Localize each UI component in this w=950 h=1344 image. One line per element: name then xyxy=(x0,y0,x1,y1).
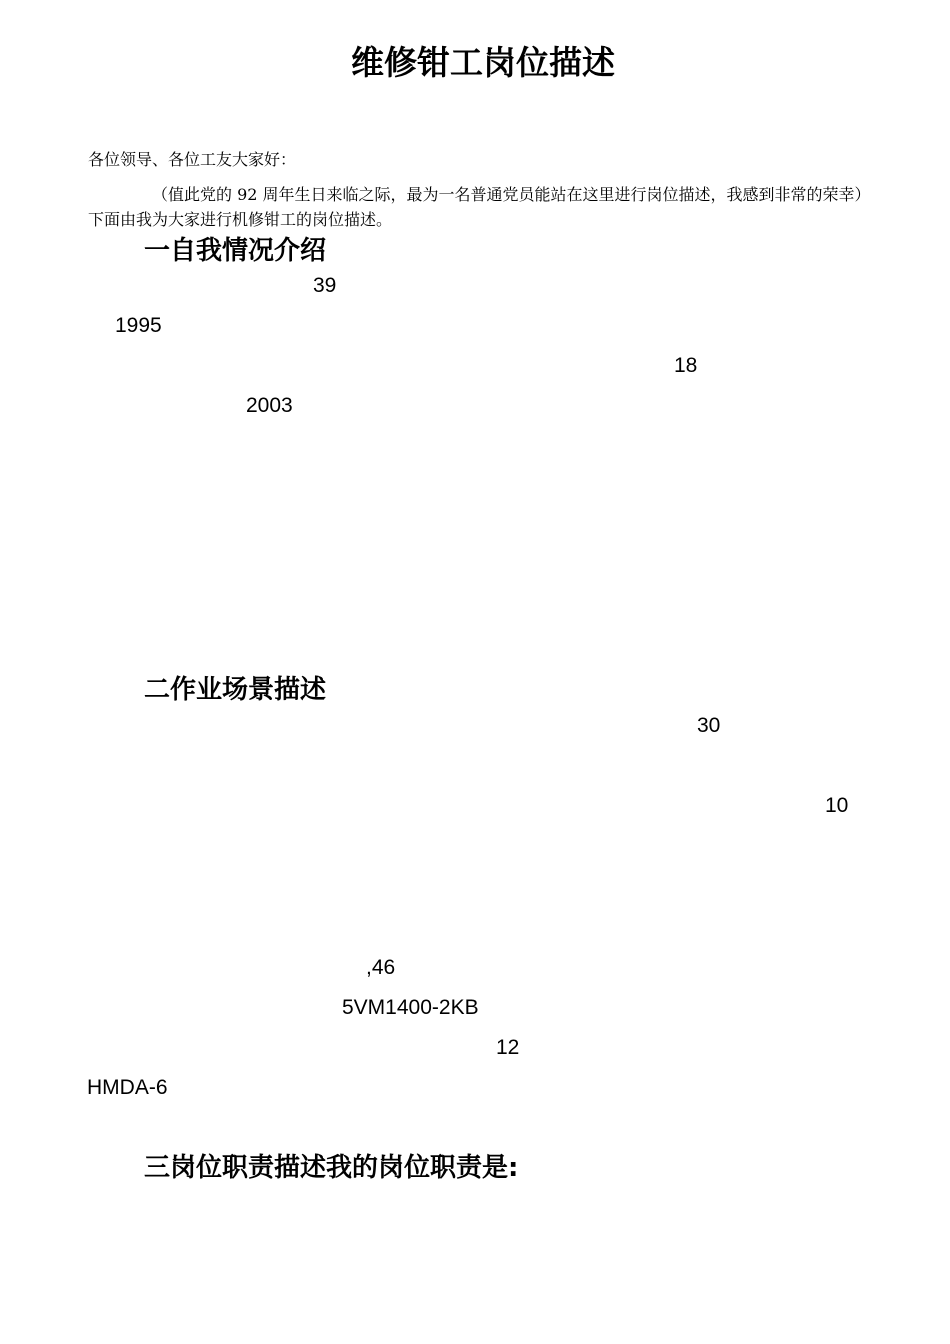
intro-text: （值此党的 92 周年生日来临之际，最为一名普通党员能站在这里进行岗位描述，我感到非常的荣幸）下面由我为大家进行机修钳工的岗位描述。 xyxy=(88,185,863,229)
work-scene-fragment: HMDA-6 xyxy=(87,1076,168,1099)
self-intro-fragment: 39 xyxy=(313,274,337,297)
section-heading-self-intro: 一自我情况介绍 xyxy=(144,236,327,266)
self-intro-fragment: 1995 xyxy=(115,314,162,337)
work-scene-fragment: 5VM1400-2KB xyxy=(342,996,479,1019)
work-scene-fragment: 30 xyxy=(697,714,721,737)
section-heading-duties: 三岗位职责描述我的岗位职责是: xyxy=(144,1153,519,1183)
document-title: 维修钳工岗位描述 xyxy=(351,43,615,82)
work-scene-fragment: 12 xyxy=(496,1036,520,1059)
self-intro-fragment: 2003 xyxy=(246,394,293,417)
self-intro-fragment: 18 xyxy=(674,354,698,377)
work-scene-fragment: ,46 xyxy=(366,956,396,979)
section-heading-work-scene: 二作业场景描述 xyxy=(144,675,327,705)
work-scene-fragment: 10 xyxy=(825,794,849,817)
greeting-text: 各位领导、各位工友大家好： xyxy=(88,150,297,169)
intro-paragraph xyxy=(88,182,868,232)
